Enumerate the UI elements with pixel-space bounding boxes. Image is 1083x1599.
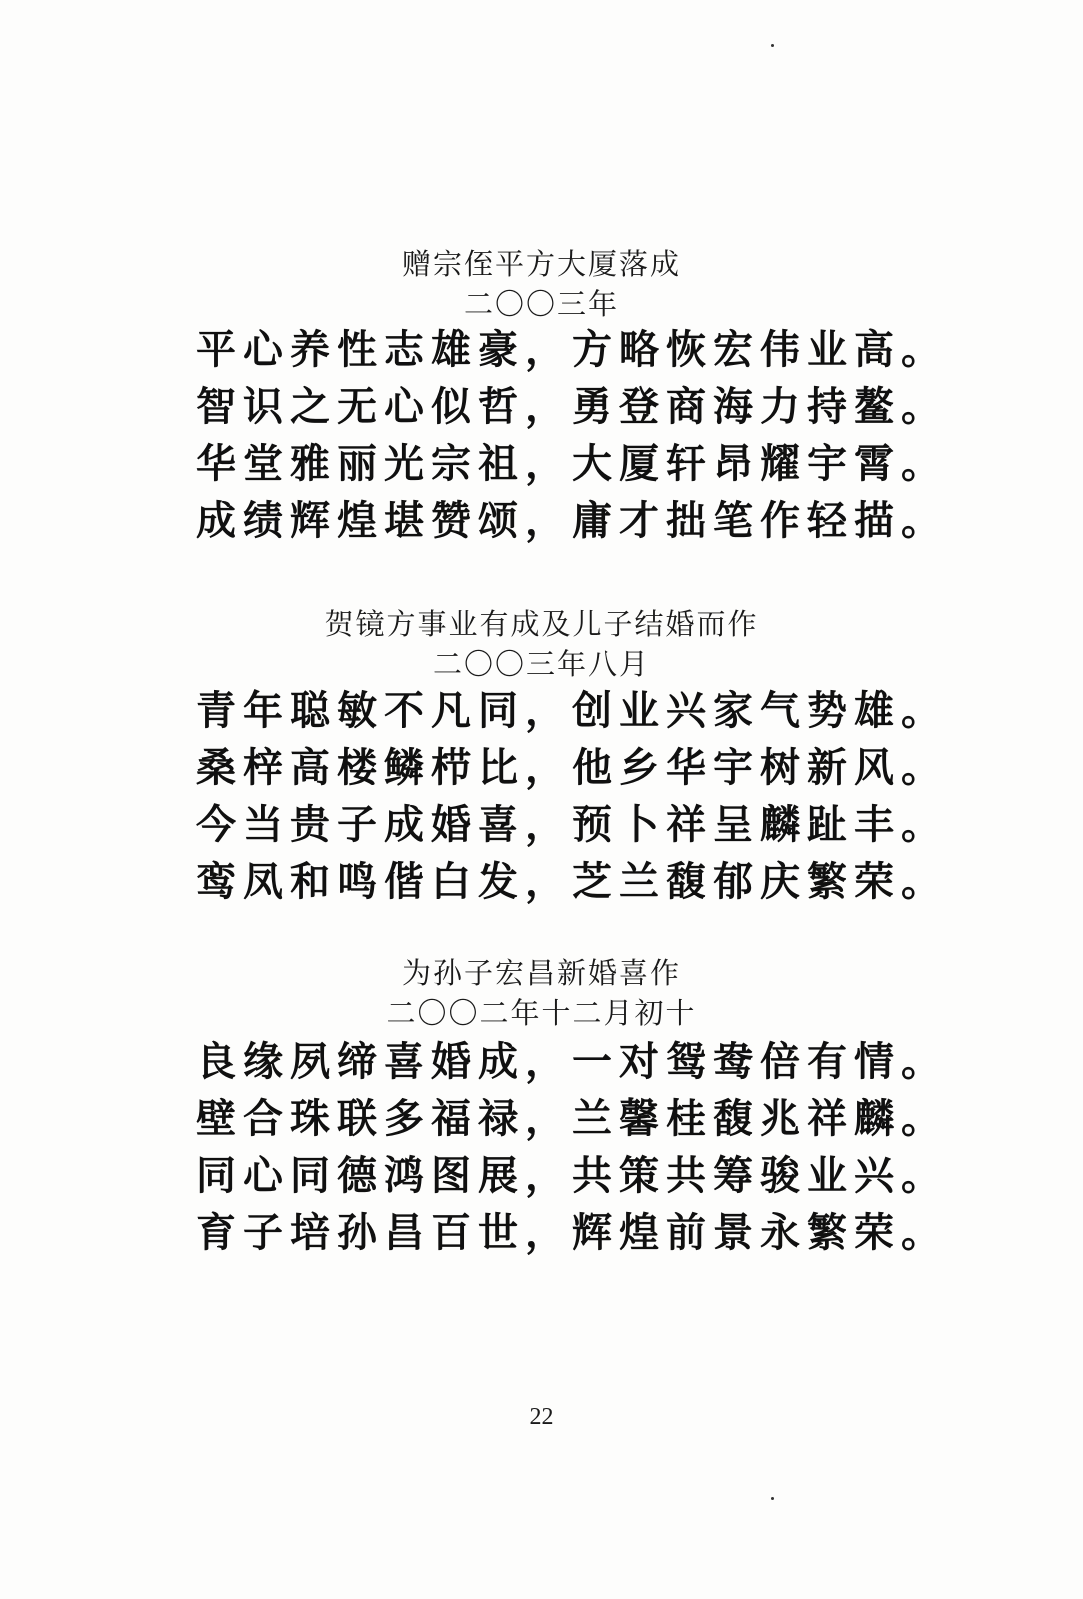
poem-line: 良缘夙缔喜婚成，一对鸳鸯倍有情。 (196, 1039, 948, 1085)
poem-title: 为孙子宏昌新婚喜作 (401, 956, 681, 990)
scan-speck (771, 44, 774, 47)
poem-line: 成绩辉煌堪赞颂，庸才拙笔作轻描。 (196, 498, 948, 544)
poem-line: 智识之无心似哲，勇登商海力持鳌。 (196, 384, 948, 430)
poem-line: 今当贵子成婚喜，预卜祥呈麟趾丰。 (196, 802, 948, 848)
page-number: 22 (529, 1404, 554, 1430)
poem-line: 育子培孙昌百世，辉煌前景永繁荣。 (196, 1210, 948, 1256)
poem-line: 华堂雅丽光宗祖，大厦轩昂耀宇霄。 (196, 441, 948, 487)
poem-line: 青年聪敏不凡同，创业兴家气势雄。 (196, 688, 948, 734)
poem-line: 平心养性志雄豪，方略恢宏伟业高。 (196, 327, 948, 373)
poem-title: 贺镜方事业有成及儿子结婚而作 (324, 607, 759, 641)
poem-date: 二〇〇二年十二月初十 (386, 996, 697, 1030)
scan-speck (771, 1497, 774, 1500)
poem-line: 鸾凤和鸣偕白发，芝兰馥郁庆繁荣。 (196, 859, 948, 905)
poem-line: 同心同德鸿图展，共策共筹骏业兴。 (196, 1153, 948, 1199)
poem-line: 壁合珠联多福禄，兰馨桂馥兆祥麟。 (196, 1096, 948, 1142)
poem-title: 赠宗侄平方大厦落成 (401, 247, 681, 281)
poem-date: 二〇〇三年 (463, 287, 619, 321)
poem-line: 桑梓高楼鳞栉比，他乡华宇树新风。 (196, 745, 948, 791)
poem-date: 二〇〇三年八月 (432, 647, 650, 681)
